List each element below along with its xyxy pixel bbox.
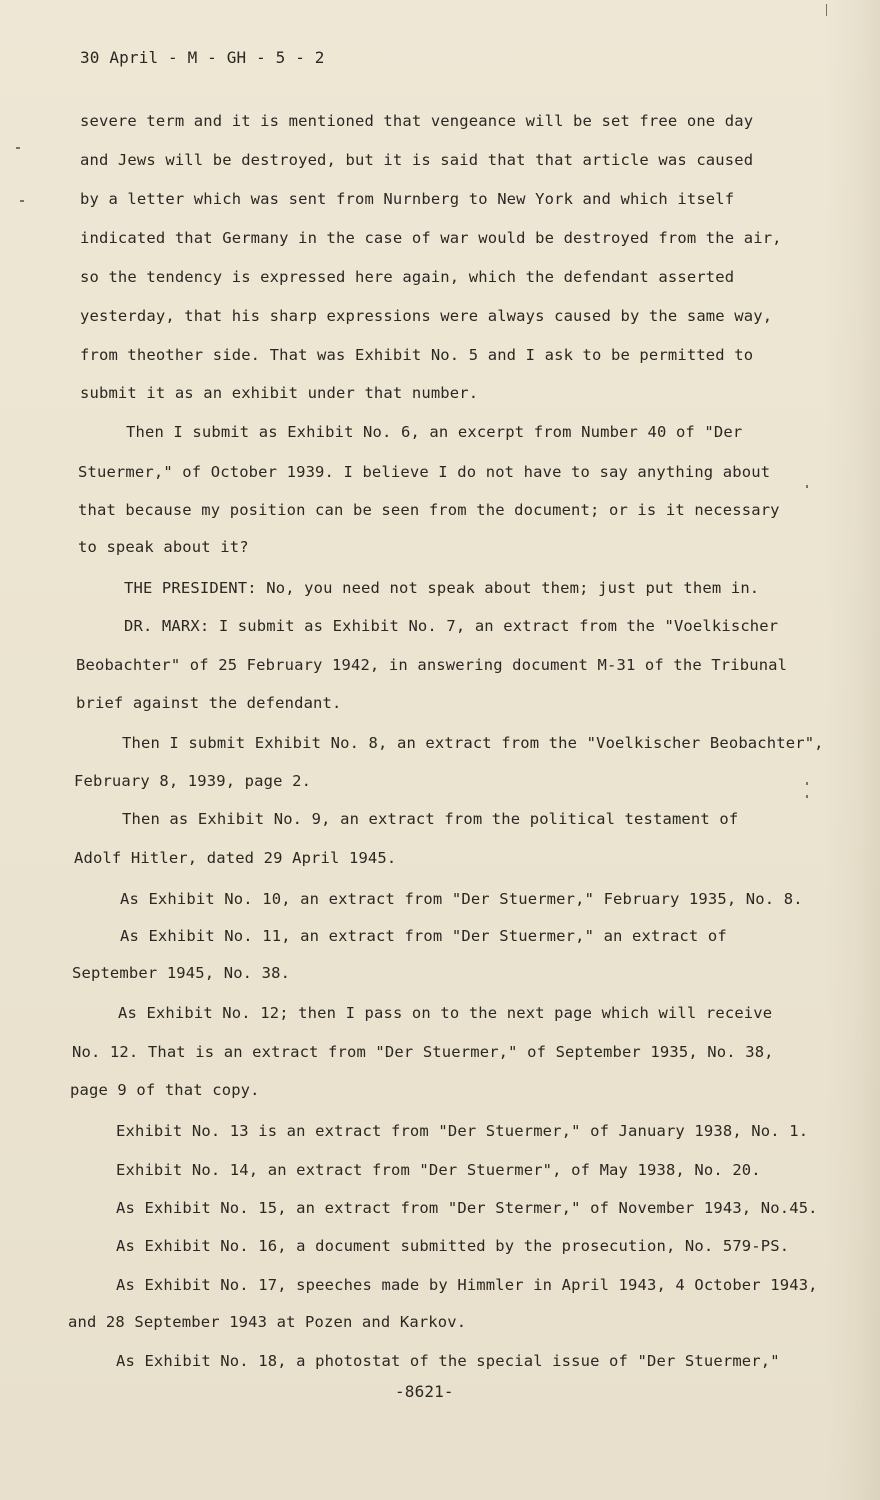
stray-mark bbox=[16, 147, 20, 149]
paper-edge-shadow bbox=[824, 0, 880, 1500]
text-line-6: yesterday, that his sharp expressions were always caused by the same way, bbox=[80, 307, 773, 325]
stray-mark bbox=[806, 782, 808, 785]
text-line-2: and Jews will be destroyed, but it is said that that article was caused bbox=[80, 151, 754, 169]
text-line-9: Then I submit as Exhibit No. 6, an excerpt from Number 40 of "Der bbox=[126, 423, 743, 441]
text-line-30: As Exhibit No. 16, a document submitted by the prosecution, No. 579-PS. bbox=[116, 1237, 790, 1255]
text-line-20: Adolf Hitler, dated 29 April 1945. bbox=[74, 849, 397, 867]
text-line-4: indicated that Germany in the case of war would be destroyed from the air, bbox=[80, 229, 782, 247]
page-header: 30 April - M - GH - 5 - 2 bbox=[80, 48, 325, 67]
text-line-25: No. 12. That is an extract from "Der Stuermer," of September 1935, No. 38, bbox=[72, 1043, 774, 1061]
text-line-8: submit it as an exhibit under that number. bbox=[80, 384, 479, 402]
page-number: -8621- bbox=[395, 1382, 454, 1401]
text-line-22: As Exhibit No. 11, an extract from "Der Stuermer," an extract of bbox=[120, 927, 727, 945]
text-line-10: Stuermer," of October 1939. I believe I do not have to say anything about bbox=[78, 463, 771, 481]
text-line-26: page 9 of that copy. bbox=[70, 1081, 260, 1099]
text-line-19: Then as Exhibit No. 9, an extract from the political testament of bbox=[122, 810, 739, 828]
text-line-12: to speak about it? bbox=[78, 538, 249, 556]
text-line-17: Then I submit Exhibit No. 8, an extract from the "Voelkischer Beobachter", bbox=[122, 734, 824, 752]
text-line-11: that because my position can be seen from the document; or is it necessary bbox=[78, 501, 780, 519]
text-line-21: As Exhibit No. 10, an extract from "Der Stuermer," February 1935, No. 8. bbox=[120, 890, 803, 908]
stray-mark bbox=[20, 200, 24, 202]
text-line-24: As Exhibit No. 12; then I pass on to the next page which will receive bbox=[118, 1004, 773, 1022]
text-line-29: As Exhibit No. 15, an extract from "Der Stermer," of November 1943, No.45. bbox=[116, 1199, 818, 1217]
text-line-7: from theother side. That was Exhibit No. 5 and I ask to be permitted to bbox=[80, 346, 754, 364]
text-line-28: Exhibit No. 14, an extract from "Der Stuermer", of May 1938, No. 20. bbox=[116, 1161, 761, 1179]
text-line-32: and 28 September 1943 at Pozen and Karkov. bbox=[68, 1313, 467, 1331]
text-line-23: September 1945, No. 38. bbox=[72, 964, 291, 982]
text-line-18: February 8, 1939, page 2. bbox=[74, 772, 312, 790]
text-line-16: brief against the defendant. bbox=[76, 694, 342, 712]
text-line-1: severe term and it is mentioned that vengeance will be set free one day bbox=[80, 112, 754, 130]
text-line-3: by a letter which was sent from Nurnberg to New York and which itself bbox=[80, 190, 735, 208]
text-line-15: Beobachter" of 25 February 1942, in answering document M-31 of the Tribunal bbox=[76, 656, 788, 674]
stray-mark bbox=[806, 795, 808, 798]
text-line-13: THE PRESIDENT: No, you need not speak about them; just put them in. bbox=[124, 579, 760, 597]
text-line-27: Exhibit No. 13 is an extract from "Der Stuermer," of January 1938, No. 1. bbox=[116, 1122, 809, 1140]
text-line-5: so the tendency is expressed here again, which the defendant asserted bbox=[80, 268, 735, 286]
text-line-33: As Exhibit No. 18, a photostat of the special issue of "Der Stuermer," bbox=[116, 1352, 780, 1370]
text-line-14: DR. MARX: I submit as Exhibit No. 7, an extract from the "Voelkischer bbox=[124, 617, 779, 635]
text-line-31: As Exhibit No. 17, speeches made by Himmler in April 1943, 4 October 1943, bbox=[116, 1276, 818, 1294]
stray-mark bbox=[806, 485, 808, 488]
stray-mark bbox=[826, 4, 827, 16]
